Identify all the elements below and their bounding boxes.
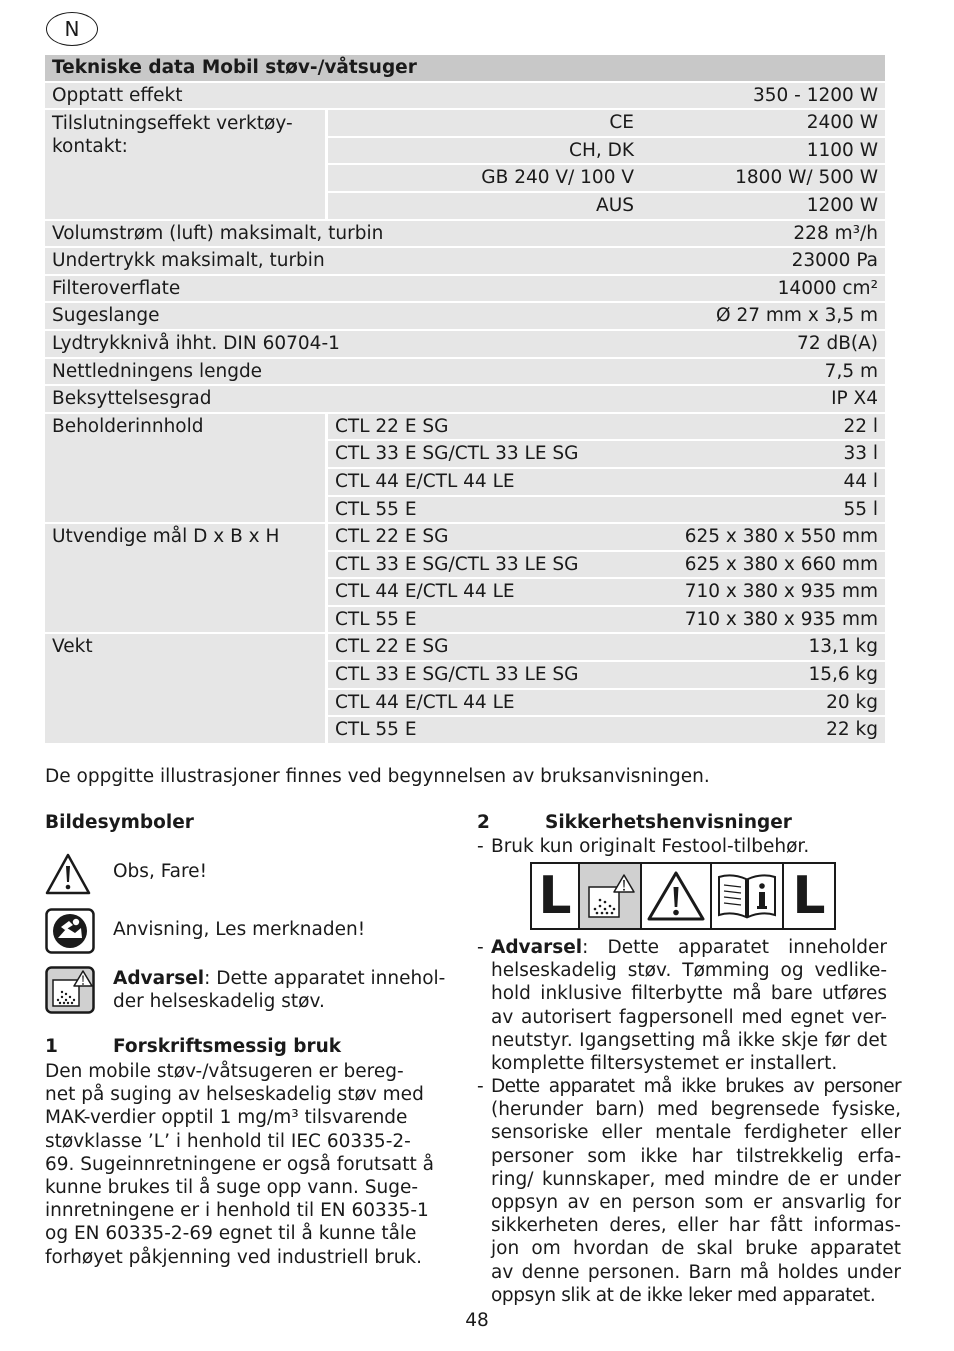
text-line: støvklasse ’L’ i henhold til IEC 60335-2-	[45, 1130, 411, 1152]
text-line: innretningene er i henhold til EN 60335-1	[45, 1200, 429, 1222]
row-value: 1800 W/ 500 W	[641, 165, 885, 191]
read-instructions-icon	[45, 908, 95, 954]
text-line: helseskadelig støv. Tømming og vedlike-	[491, 960, 887, 982]
row-value: 20 kg	[641, 690, 885, 716]
table-row	[45, 524, 885, 550]
row-value: 44 l	[641, 469, 885, 495]
table-row	[45, 83, 885, 109]
warning-body	[491, 936, 887, 1075]
table-title: Tekniske data Mobil støv-/våtsuger	[45, 55, 885, 81]
row-value: 33 l	[641, 441, 885, 467]
section-1-heading: Forskriftsmessig bruk	[113, 1036, 342, 1057]
row-model: CTL 44 E/CTL 44 LE	[325, 579, 641, 605]
row-value: 710 x 380 x 935 mm	[641, 607, 885, 633]
section-1-number: 1	[45, 1036, 58, 1057]
row-model: CTL 33 E SG/CTL 33 LE SG	[325, 552, 641, 578]
section-2-number: 2	[477, 812, 490, 833]
row-model: CTL 33 E SG/CTL 33 LE SG	[325, 441, 641, 467]
dust-class-l-icon	[532, 864, 580, 928]
technical-data-table	[45, 53, 885, 745]
page-number: 48	[465, 1310, 489, 1331]
row-value: 22 kg	[641, 717, 885, 743]
warning-line-1: : Dette apparatet innehol-	[204, 968, 446, 989]
manual-info-icon	[712, 864, 784, 928]
table-row	[45, 276, 885, 302]
language-code: N	[64, 17, 80, 41]
row-value: 72 dB(A)	[641, 331, 885, 357]
section-2-title	[477, 812, 792, 833]
row-model: CTL 44 E/CTL 44 LE	[325, 690, 641, 716]
table-row	[45, 634, 885, 660]
row-label: Volumstrøm (luft) maksimalt, turbin	[45, 221, 641, 247]
bullet-persons	[477, 1075, 901, 1307]
danger-icon	[45, 852, 93, 896]
read-label: Anvisning, Les merknaden!	[113, 919, 366, 940]
row-key: GB 240 V/ 100 V	[325, 165, 641, 191]
safety-pictogram-strip	[530, 862, 836, 930]
row-value: 625 x 380 x 550 mm	[641, 524, 885, 550]
text-line: neutstyr. Igangsetting må ikke skje før det	[491, 1029, 887, 1051]
row-key: CE	[325, 110, 641, 136]
section-1-body	[45, 1060, 455, 1269]
row-label: Opptatt effekt	[45, 83, 641, 109]
text-line: (herunder barn) med begrensede fysiske,	[491, 1099, 901, 1121]
warning-bold: Advarsel	[113, 968, 205, 989]
text-line: net på suging av helseskadelig støv med	[45, 1084, 424, 1106]
warning-bold: Advarsel	[491, 937, 583, 958]
row-value: Ø 27 mm x 3,5 m	[641, 303, 885, 329]
text-line: ring/ kunnskaper, med mindre de er under	[491, 1168, 901, 1190]
row-value: 228 m³/h	[641, 221, 885, 247]
row-model: CTL 33 E SG/CTL 33 LE SG	[325, 662, 641, 688]
text-line: sikkerheten deres, eller har fått informas-	[491, 1215, 901, 1237]
row-key: AUS	[325, 193, 641, 219]
row-label: Beksyttelsesgrad	[45, 386, 641, 412]
warning-text	[113, 967, 445, 1013]
warning-line: : Dette apparatet inneholder	[582, 937, 887, 958]
text-line: personer som ikke har tilstrekkelig erfa-	[491, 1145, 901, 1167]
row-label: Sugeslange	[45, 303, 641, 329]
text-line: oppsyn av en person som er ansvarlig for	[491, 1192, 901, 1214]
row-value: 55 l	[641, 497, 885, 523]
row-value: IP X4	[641, 386, 885, 412]
text-line: av autorisert fagpersonell med egnet ver-	[491, 1006, 887, 1028]
text-line: MAK-verdier opptil 1 mg/m³ tilsvarende	[45, 1107, 408, 1129]
row-label: Utvendige mål D x B x H	[45, 524, 325, 632]
section-2-heading: Sikkerhetshenvisninger	[545, 812, 792, 833]
table-row	[45, 386, 885, 412]
row-label: Filteroverflate	[45, 276, 641, 302]
row-label: Undertrykk maksimalt, turbin	[45, 248, 641, 274]
bullet-dash: -	[477, 836, 484, 857]
section-1-title	[45, 1036, 341, 1057]
row-value: 1200 W	[641, 193, 885, 219]
row-value: 7,5 m	[641, 359, 885, 385]
row-value: 2400 W	[641, 110, 885, 136]
text-line: av denne personen. Barn må holdes under	[491, 1261, 901, 1283]
row-label: Lydtrykknivå ihht. DIN 60704-1	[45, 331, 641, 357]
row-model: CTL 22 E SG	[325, 414, 641, 440]
text-line: hold inklusive filterbytte må bare utføres	[491, 983, 887, 1005]
row-label: Vekt	[45, 634, 325, 742]
text-line: forhøyet påkjenning ved industriell bruk.	[45, 1246, 423, 1268]
row-value: 13,1 kg	[641, 634, 885, 660]
row-value: 14000 cm²	[641, 276, 885, 302]
text-line: kunne brukes til å suge opp vann. Suge-	[45, 1177, 419, 1199]
row-value: 22 l	[641, 414, 885, 440]
table-row	[45, 359, 885, 385]
intro-text: De oppgitte illustrasjoner finnes ved begynnelsen av bruksanvisningen.	[45, 766, 710, 787]
text-line	[491, 936, 887, 959]
language-badge	[46, 12, 98, 46]
warning-line-2: der helseskadelig støv.	[113, 991, 325, 1012]
row-value: 23000 Pa	[641, 248, 885, 274]
bullet-dash: -	[477, 1076, 484, 1097]
table-row	[45, 414, 885, 440]
text-line: 69. Sugeinnretningene er også forutsatt å	[45, 1153, 434, 1175]
text-line: komplette filtersystemet er installert.	[491, 1053, 838, 1075]
danger-icon	[642, 864, 712, 928]
row-value: 15,6 kg	[641, 662, 885, 688]
health-hazard-dust-icon	[45, 966, 95, 1014]
row-model: CTL 22 E SG	[325, 524, 641, 550]
row-value: 1100 W	[641, 138, 885, 164]
bullet-accessories	[477, 835, 901, 858]
dust-class-l-icon	[784, 864, 834, 928]
bullet-text: Bruk kun originalt Festool-tilbehør.	[491, 836, 810, 857]
dust-class-letter: L	[792, 866, 826, 926]
text-line: Den mobile støv-/våtsugeren er bereg-	[45, 1061, 404, 1082]
text-line: oppsyn slik at de ikke leker med apparatet.	[491, 1284, 876, 1306]
dust-class-letter: L	[538, 866, 572, 926]
table-row	[45, 248, 885, 274]
row-key: CH, DK	[325, 138, 641, 164]
row-value: 710 x 380 x 935 mm	[641, 579, 885, 605]
table-row	[45, 221, 885, 247]
row-label: Tilslutningseffekt verktøy-kontakt:	[45, 110, 325, 218]
row-label: Beholderinnhold	[45, 414, 325, 522]
table-row	[45, 110, 885, 136]
table-row	[45, 303, 885, 329]
row-model: CTL 44 E/CTL 44 LE	[325, 469, 641, 495]
row-value: 350 - 1200 W	[641, 83, 885, 109]
bullet-dash: -	[477, 937, 484, 958]
text-line: jon om hvordan de skal bruke apparatet	[491, 1238, 901, 1260]
text-line: og EN 60335-2-69 egnet til å kunne tåle	[45, 1223, 417, 1245]
table-header-row	[45, 55, 885, 81]
row-model: CTL 55 E	[325, 607, 641, 633]
row-label: Nettledningens lengde	[45, 359, 641, 385]
text-line: Dette apparatet må ikke brukes av personer	[491, 1076, 901, 1097]
symbols-heading: Bildesymboler	[45, 812, 194, 833]
row-model: CTL 55 E	[325, 497, 641, 523]
row-model: CTL 55 E	[325, 717, 641, 743]
text-line: sensoriske eller mentale ferdigheter eller	[491, 1122, 901, 1144]
table-row	[45, 331, 885, 357]
health-hazard-dust-icon	[580, 864, 642, 928]
row-model: CTL 22 E SG	[325, 634, 641, 660]
danger-label: Obs, Fare!	[113, 861, 207, 882]
row-value: 625 x 380 x 660 mm	[641, 552, 885, 578]
